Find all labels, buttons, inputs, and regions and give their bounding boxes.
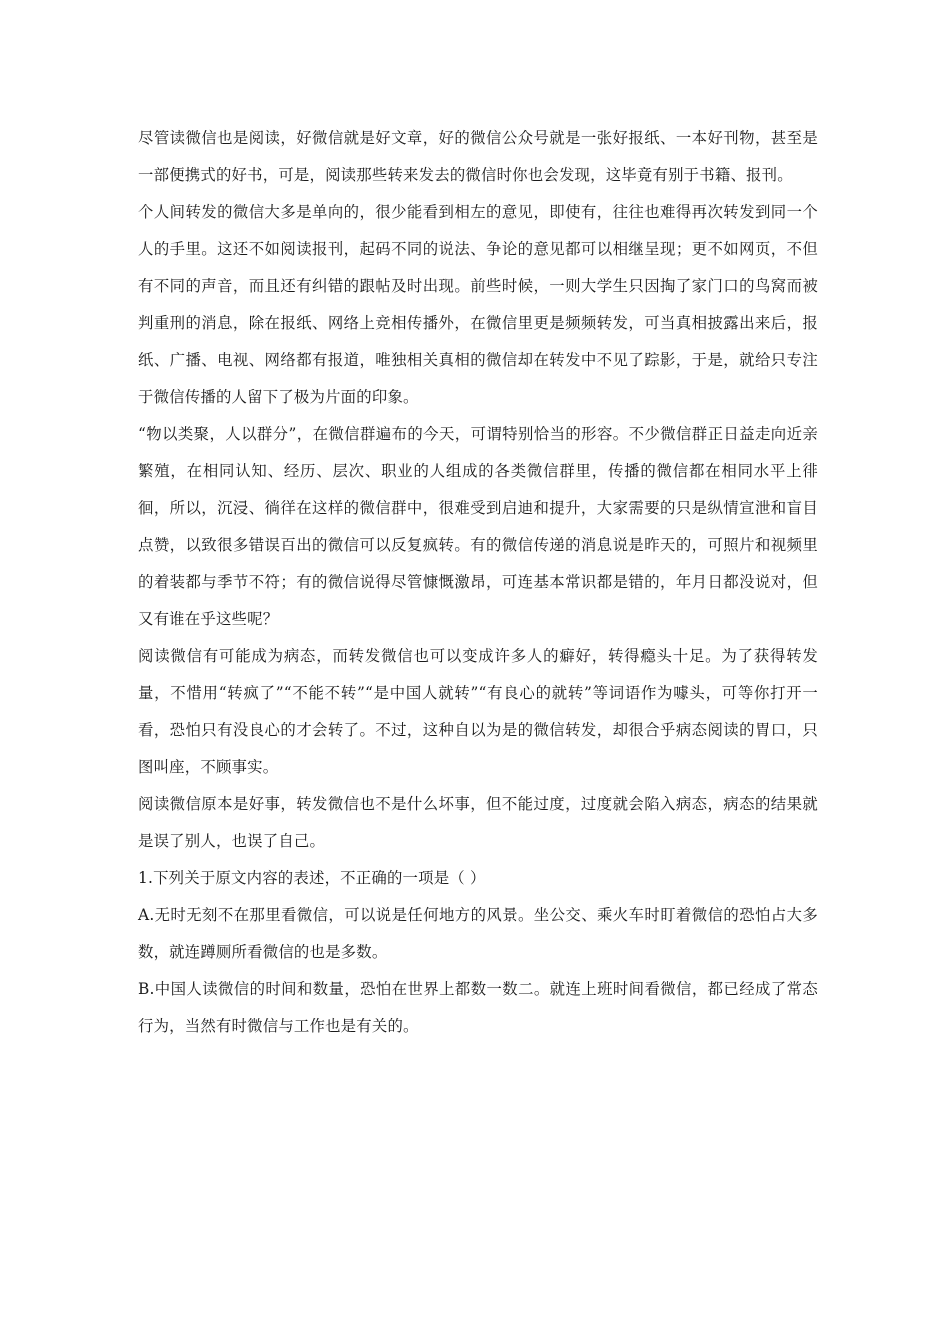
paragraph-3: “物以类聚，人以群分”，在微信群遍布的今天，可谓特别恰当的形容。不少微信群正日益走向近亲繁殖，在相同认知、经历、层次、职业的人组成的各类微信群里，传播的微信都在相同水平上徘徊，所以，沉浸、徜徉在这样的微信群中，很难受到启迪和提升，大家需要的只是纵情宣泄和盲目点赞，以致很多错误百出的微信可以反复疯转。有的微信传递的消息说是昨天的，可照片和视频里的着装都与季节不符；有的微信说得尽管慷慨激昂，可连基本常识都是错的，年月日都没说对，但又有谁在乎这些呢？ (138, 425, 818, 628)
paragraph-4: 阅读微信有可能成为病态，而转发微信也可以变成许多人的癖好，转得瘾头十足。为了获得转发量，不惜用“转疯了”“不能不转”“是中国人就转”“有良心的就转”等词语作为噱头，可等你打开一看，恐怕只有没良心的才会转了。不过，这种自以为是的微信转发，却很合乎病态阅读的胃口，只图叫座，不顾事实。 (138, 647, 818, 776)
document-body (138, 120, 818, 1045)
paragraph-2: 个人间转发的微信大多是单向的，很少能看到相左的意见，即使有，往往也难得再次转发到同一个人的手里。这还不如阅读报刊，起码不同的说法、争论的意见都可以相继呈现；更不如网页，不但有不同的声音，而且还有纠错的跟帖及时出现。前些时候，一则大学生只因掏了家门口的鸟窝而被判重刑的消息，除在报纸、网络上竞相传播外，在微信里更是频频转发，可当真相披露出来后，报纸、广播、电视、网络都有报道，唯独相关真相的微信却在转发中不见了踪影，于是，就给只专注于微信传播的人留下了极为片面的印象。 (138, 203, 818, 406)
option-a: A.无时无刻不在那里看微信，可以说是任何地方的风景。坐公交、乘火车时盯着微信的恐怕占大多数，就连蹲厕所看微信的也是多数。 (138, 906, 818, 961)
option-b: B.中国人读微信的时间和数量，恐怕在世界上都数一数二。就连上班时间看微信，都已经成了常态行为，当然有时微信与工作也是有关的。 (138, 980, 818, 1035)
paragraph-5: 阅读微信原本是好事，转发微信也不是什么坏事，但不能过度，过度就会陷入病态，病态的结果就是误了别人，也误了自己。 (138, 795, 818, 850)
paragraph-1: 尽管读微信也是阅读，好微信就是好文章，好的微信公众号就是一张好报纸、一本好刊物，甚至是一部便携式的好书，可是，阅读那些转来发去的微信时你也会发现，这毕竟有别于书籍、报刊。 (138, 129, 818, 184)
question-stem: 1.下列关于原文内容的表述，不正确的一项是（ ） (138, 869, 486, 887)
